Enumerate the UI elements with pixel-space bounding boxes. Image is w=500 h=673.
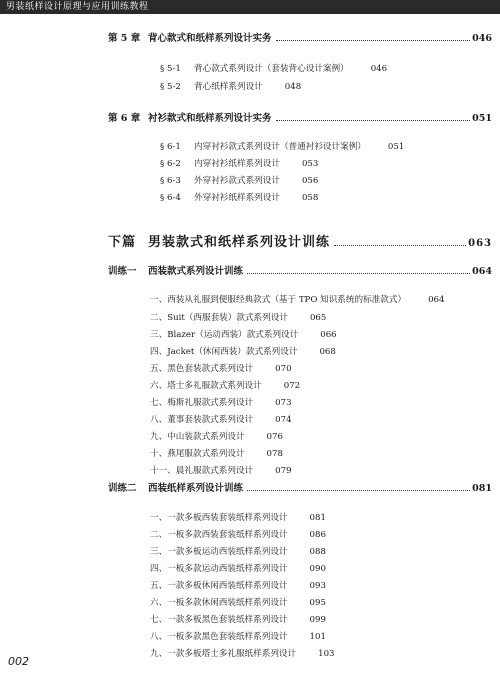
item-page: 076 — [266, 432, 283, 442]
part-page: 063 — [468, 238, 492, 249]
toc-item[interactable] — [150, 413, 292, 425]
item-page: 073 — [275, 398, 292, 408]
toc-item[interactable] — [150, 511, 326, 523]
training-number: 训练一 — [108, 266, 137, 277]
item-page: 099 — [309, 615, 326, 625]
part-entry[interactable] — [108, 231, 492, 250]
item-title: 二、一板多款西装套装纸样系列设计 — [150, 530, 288, 540]
item-page: 068 — [319, 347, 336, 357]
item-page: 072 — [283, 381, 301, 391]
part-title: 男装款式和纸样系列设计训练 — [148, 235, 331, 250]
item-title: 六、一板多款休闲西装纸样系列设计 — [150, 598, 288, 608]
section-page: 048 — [284, 82, 302, 92]
item-page: 103 — [318, 649, 335, 659]
section-title: 内穿衬衫纸样系列设计 — [194, 159, 280, 169]
header-bar — [0, 0, 500, 14]
section-entry[interactable] — [160, 140, 404, 152]
item-page: 064 — [428, 295, 445, 305]
item-title: 六、塔士多礼服款式系列设计 — [150, 381, 262, 391]
toc-item[interactable] — [150, 396, 292, 408]
item-title: 九、中山装款式系列设计 — [150, 432, 245, 442]
dot-leader — [276, 39, 471, 41]
dot-leader — [247, 489, 470, 491]
toc-item[interactable] — [150, 328, 337, 340]
item-title: 五、一款多板休闲西装纸样系列设计 — [150, 581, 288, 591]
item-title: 二、Suit（西服套装）款式系列设计 — [150, 313, 288, 323]
item-page: 090 — [309, 564, 326, 574]
section-entry[interactable] — [160, 157, 318, 169]
dot-leader — [276, 119, 471, 121]
training-page: 064 — [472, 266, 492, 277]
item-page: 093 — [309, 581, 326, 591]
chapter-title: 衬衫款式和纸样系列设计实务 — [148, 113, 272, 124]
toc-item[interactable] — [150, 596, 326, 608]
chapter-number: 第 6 章 — [108, 113, 141, 124]
section-number: § 6-3 — [160, 176, 181, 186]
item-title: 七、梅斯礼服款式系列设计 — [150, 398, 254, 408]
chapter-page: 051 — [472, 113, 492, 124]
section-title: 背心纸样系列设计 — [194, 82, 263, 92]
toc-item[interactable] — [150, 545, 326, 557]
section-title: 外穿衬衫款式系列设计 — [194, 176, 280, 186]
part-number: 下篇 — [108, 235, 137, 250]
toc-item[interactable] — [150, 562, 326, 574]
section-title: 背心款式系列设计（套装背心设计案例） — [194, 64, 349, 74]
item-title: 七、一款多板黑色套装纸样系列设计 — [150, 615, 288, 625]
book-title: 男装纸样设计原理与应用训练教程 — [6, 2, 149, 12]
section-page: 056 — [301, 176, 319, 186]
training-title: 西装款式系列设计训练 — [148, 266, 244, 277]
item-title: 四、Jacket（休闲西装）款式系列设计 — [150, 347, 298, 357]
section-page: 046 — [370, 64, 388, 74]
section-page: 053 — [301, 159, 319, 169]
training-number: 训练二 — [108, 483, 137, 494]
toc-item[interactable] — [150, 613, 326, 625]
item-page: 078 — [266, 449, 283, 459]
toc-item[interactable] — [150, 630, 326, 642]
section-number: § 6-4 — [160, 193, 181, 203]
dot-leader — [334, 244, 466, 246]
section-entry[interactable] — [160, 80, 301, 92]
section-entry[interactable] — [160, 191, 318, 203]
training-title: 西装纸样系列设计训练 — [148, 483, 244, 494]
item-page: 088 — [309, 547, 326, 557]
item-title: 三、Blazer（运动西装）款式系列设计 — [150, 330, 299, 340]
section-page: 058 — [301, 193, 319, 203]
dot-leader — [247, 272, 470, 274]
toc-item[interactable] — [150, 647, 335, 659]
section-entry[interactable] — [160, 174, 318, 186]
item-title: 一、一款多板西装套装纸样系列设计 — [150, 513, 288, 523]
item-title: 八、一板多款黑色套装纸样系列设计 — [150, 632, 288, 642]
item-page: 095 — [309, 598, 326, 608]
item-title: 五、黑色套装款式系列设计 — [150, 364, 254, 374]
chapter-title: 背心款式和纸样系列设计实务 — [148, 33, 272, 44]
item-page: 066 — [320, 330, 337, 340]
toc-item[interactable] — [150, 579, 326, 591]
toc-item[interactable] — [150, 430, 283, 442]
toc-item[interactable] — [150, 447, 283, 459]
training-2-entry[interactable] — [108, 480, 492, 494]
toc-item[interactable] — [150, 362, 292, 374]
section-title: 内穿衬衫款式系列设计（普通衬衫设计案例） — [194, 142, 366, 152]
item-page: 074 — [275, 415, 292, 425]
section-number: § 6-1 — [160, 142, 181, 152]
section-title: 外穿衬衫纸样系列设计 — [194, 193, 280, 203]
training-page: 081 — [472, 483, 492, 494]
item-page: 070 — [275, 364, 292, 374]
item-title: 九、一款多板塔士多礼服纸样系列设计 — [150, 649, 297, 659]
toc-item[interactable] — [150, 528, 326, 540]
item-title: 十、燕尾服款式系列设计 — [150, 449, 245, 459]
toc-item[interactable] — [150, 379, 300, 391]
chapter-5-entry[interactable] — [108, 30, 492, 44]
item-page: 079 — [275, 466, 292, 476]
section-page: 051 — [387, 142, 405, 152]
item-title: 十一、晨礼服款式系列设计 — [150, 466, 254, 476]
item-page: 081 — [309, 513, 326, 523]
page-number: 002 — [8, 655, 29, 668]
chapter-page: 046 — [472, 33, 492, 44]
section-number: § 6-2 — [160, 159, 181, 169]
item-title: 三、一款多板运动西装纸样系列设计 — [150, 547, 288, 557]
item-page: 065 — [309, 313, 327, 323]
item-page: 086 — [309, 530, 326, 540]
training-1-entry[interactable] — [108, 263, 492, 277]
chapter-number: 第 5 章 — [108, 33, 141, 44]
item-title: 一、西装从礼服到便服经典款式（基于 TPO 知识系统的标准款式） — [150, 295, 407, 305]
item-title: 四、一板多款运动西装纸样系列设计 — [150, 564, 288, 574]
item-page: 101 — [309, 632, 326, 642]
toc-item[interactable] — [150, 345, 336, 357]
toc-item[interactable] — [150, 464, 292, 476]
toc-item[interactable] — [150, 293, 444, 305]
item-title: 八、董事套装款式系列设计 — [150, 415, 254, 425]
section-number: § 5-1 — [160, 64, 181, 74]
section-entry[interactable] — [160, 62, 387, 74]
chapter-6-entry[interactable] — [108, 110, 492, 124]
toc-item[interactable] — [150, 311, 326, 323]
section-number: § 5-2 — [160, 82, 181, 92]
